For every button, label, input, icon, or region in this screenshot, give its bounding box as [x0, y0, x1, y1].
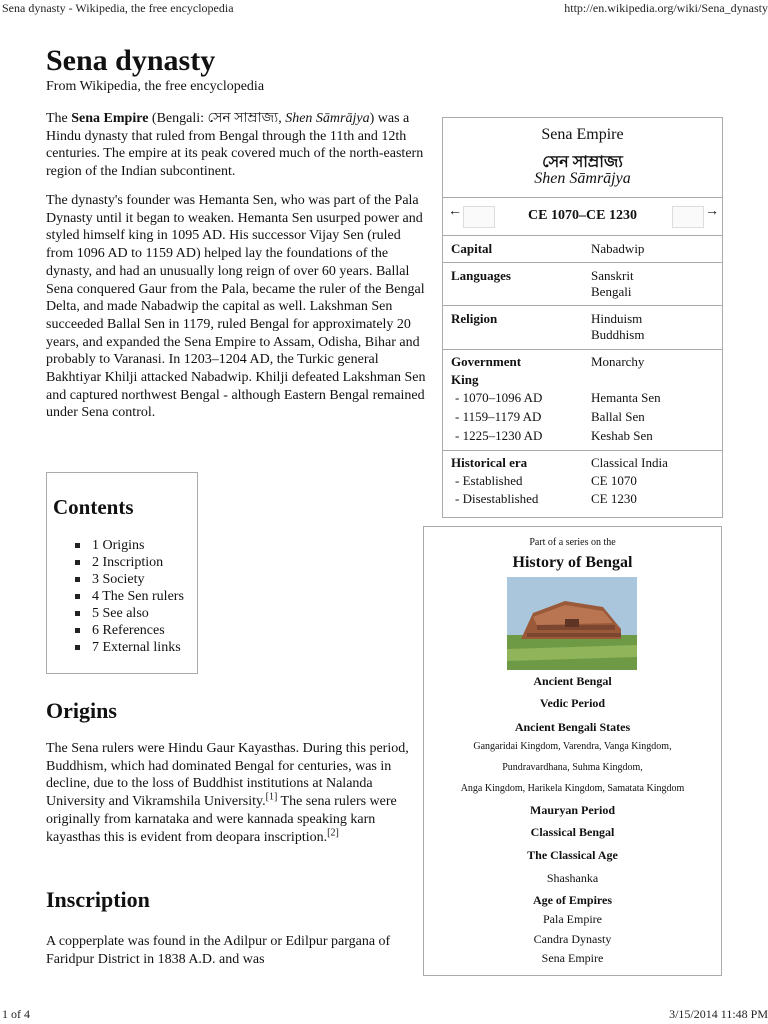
print-timestamp: 3/15/2014 11:48 PM: [669, 1007, 768, 1021]
language-value[interactable]: Sanskrit: [591, 268, 634, 283]
series-states-line[interactable]: Pundravardhana, Suhma Kingdom,: [502, 762, 643, 773]
series-part-of: Part of a series on the: [529, 537, 616, 548]
government-label: Government: [451, 354, 522, 369]
series-ancient-bengal[interactable]: Ancient Bengal: [533, 674, 612, 688]
divider: [443, 235, 722, 236]
series-sidebar: [423, 526, 722, 976]
established-value: CE 1070: [591, 473, 637, 488]
contents-item[interactable]: 2 Inscription: [75, 554, 184, 571]
origins-heading: Origins: [46, 698, 117, 723]
series-mauryan[interactable]: Mauryan Period: [530, 803, 615, 817]
intro-text-3: ) was a Hindu dynasty that ruled from Bengal through the 11th and 12th centuries. The empire at its peak covered much of the north-eastern region of the Indian subcontinent.: [46, 111, 424, 180]
table-of-contents: [46, 472, 198, 674]
founder-paragraph: The dynasty's founder was Hemanta Sen, who was part of the Pala Dynasty until it began to weaken. Hemanta Sen usurped power and styled himself king in 1095 AD. His successor Vijay Sen (ruled from 1096 AD to 1159 AD) helped lay the foundations of the dynasty, and had an unusually long reign of over 60 years. Ballal Sena conquered Gaur from the Pala, became the ruler of the Bengal Delta, and made Nabadwip the capital as well. Lakshman Sen succeeded Ballal Sen in 1179, ruled Bengal for approximately 20 years, and expanded the Sena Empire to Assam, Odisha, Bihar and probably to Varanasi. In 1203–1204 AD, the Turkic general Bakhtiyar Khilji attacked Nabadwip. Khilji defeated Lakshman Sen and captured northwest Bengal - although Eastern Bengal remained under Sena control.: [46, 193, 426, 421]
disestablished-label: - Disestablished: [455, 491, 539, 506]
contents-item[interactable]: 1 Origins: [75, 537, 184, 554]
arrow-left-icon[interactable]: ←: [448, 204, 462, 219]
government-value[interactable]: Monarchy: [591, 354, 645, 369]
intro-translit: Shen Sāmrājya: [285, 111, 370, 126]
origins-ref-1[interactable]: [1]: [265, 791, 278, 803]
divider: [443, 349, 722, 350]
divider: [443, 305, 722, 306]
capital-label: Capital: [451, 241, 493, 256]
king-period: - 1225–1230 AD: [455, 428, 543, 443]
print-header-title: Sena dynasty - Wikipedia, the free encyclopedia: [2, 1, 234, 15]
capital-value[interactable]: Nabadwip: [591, 241, 645, 256]
intro-text-2: (Bengali: সেন সাম্রাজ্য,: [148, 111, 286, 126]
languages-label: Languages: [451, 268, 511, 283]
series-age-empires[interactable]: Age of Empires: [532, 893, 613, 907]
era-label[interactable]: Historical era: [451, 455, 528, 470]
religion-label: Religion: [451, 311, 498, 326]
inscription-paragraph: A copperplate was found in the Adilpur or Edilpur pargana of Faridpur District in 1838 A.D. and was: [46, 934, 391, 967]
series-states-line[interactable]: Anga Kingdom, Harikela Kingdom, Samatata Kingdom: [460, 783, 685, 794]
successor-flag[interactable]: [672, 206, 704, 228]
king-period: - 1070–1096 AD: [455, 390, 543, 405]
infobox-translit: Shen Sāmrājya: [534, 170, 631, 187]
series-classical-age[interactable]: The Classical Age: [527, 848, 618, 862]
series-candra[interactable]: Candra Dynasty: [533, 932, 612, 946]
contents-item[interactable]: 3 Society: [75, 571, 184, 588]
contents-list: [75, 537, 184, 656]
series-classical-bengal[interactable]: Classical Bengal: [530, 825, 615, 839]
page-subtitle: From Wikipedia, the free encyclopedia: [46, 79, 265, 94]
infobox-native-name: সেন সাম্রাজ্য: [542, 154, 623, 171]
king-name[interactable]: Keshab Sen: [591, 428, 653, 443]
king-label[interactable]: King: [451, 372, 479, 387]
page-title: Sena dynasty: [46, 44, 216, 77]
disestablished-value: CE 1230: [591, 491, 637, 506]
divider: [443, 450, 722, 451]
divider: [443, 197, 722, 198]
religion-value[interactable]: Buddhism: [591, 327, 645, 342]
series-sena[interactable]: Sena Empire: [541, 951, 604, 965]
contents-item[interactable]: 5 See also: [75, 605, 184, 622]
origins-paragraph: [46, 740, 426, 846]
contents-item[interactable]: 4 The Sen rulers: [75, 588, 184, 605]
king-name[interactable]: Ballal Sen: [591, 409, 645, 424]
contents-item[interactable]: 6 References: [75, 622, 184, 639]
religion-value[interactable]: Hinduism: [591, 311, 643, 326]
intro-bold-name: Sena Empire: [71, 111, 149, 126]
inscription-heading: Inscription: [46, 887, 150, 912]
contents-item[interactable]: 7 External links: [75, 639, 184, 656]
series-vedic[interactable]: Vedic Period: [539, 696, 606, 710]
origins-ref-2[interactable]: [2]: [327, 826, 339, 838]
king-period: - 1159–1179 AD: [455, 409, 542, 424]
contents-title: Contents: [53, 495, 134, 519]
intro-text-1: The: [46, 111, 72, 126]
arrow-right-icon[interactable]: →: [705, 204, 719, 219]
series-pala[interactable]: Pala Empire: [543, 912, 602, 926]
infobox-title: Sena Empire: [541, 126, 624, 143]
established-label: - Established: [455, 473, 523, 488]
language-value[interactable]: Bengali: [591, 284, 632, 299]
ruins-photo[interactable]: [507, 577, 637, 670]
infobox-period: CE 1070–CE 1230: [528, 208, 637, 223]
infobox: [442, 117, 723, 518]
era-value[interactable]: Classical India: [591, 455, 668, 470]
print-header-url[interactable]: http://en.wikipedia.org/wiki/Sena_dynasty: [564, 1, 768, 15]
series-title[interactable]: History of Bengal: [512, 554, 633, 571]
divider: [443, 262, 722, 263]
series-shashanka[interactable]: Shashanka: [546, 871, 599, 885]
origins-text-2: The sena rulers were originally from karnataka and were kannada speaking karn kayasthas this is evident from deopara inscription.: [46, 794, 397, 845]
king-name[interactable]: Hemanta Sen: [591, 390, 661, 405]
series-states-line[interactable]: Gangaridai Kingdom, Varendra, Vanga Kingdom,: [473, 741, 672, 752]
page-count: 1 of 4: [2, 1007, 30, 1021]
intro-paragraph: [46, 110, 426, 181]
origins-text-1: The Sena rulers were Hindu Gaur Kayasthas. During this period, Buddhism, which had dominated Bengal for centuries, was in decline, due to the loss of Buddhist institutions at Nalanda University and Vikramshila University.: [46, 741, 409, 810]
series-ancient-states[interactable]: Ancient Bengali States: [514, 720, 631, 734]
